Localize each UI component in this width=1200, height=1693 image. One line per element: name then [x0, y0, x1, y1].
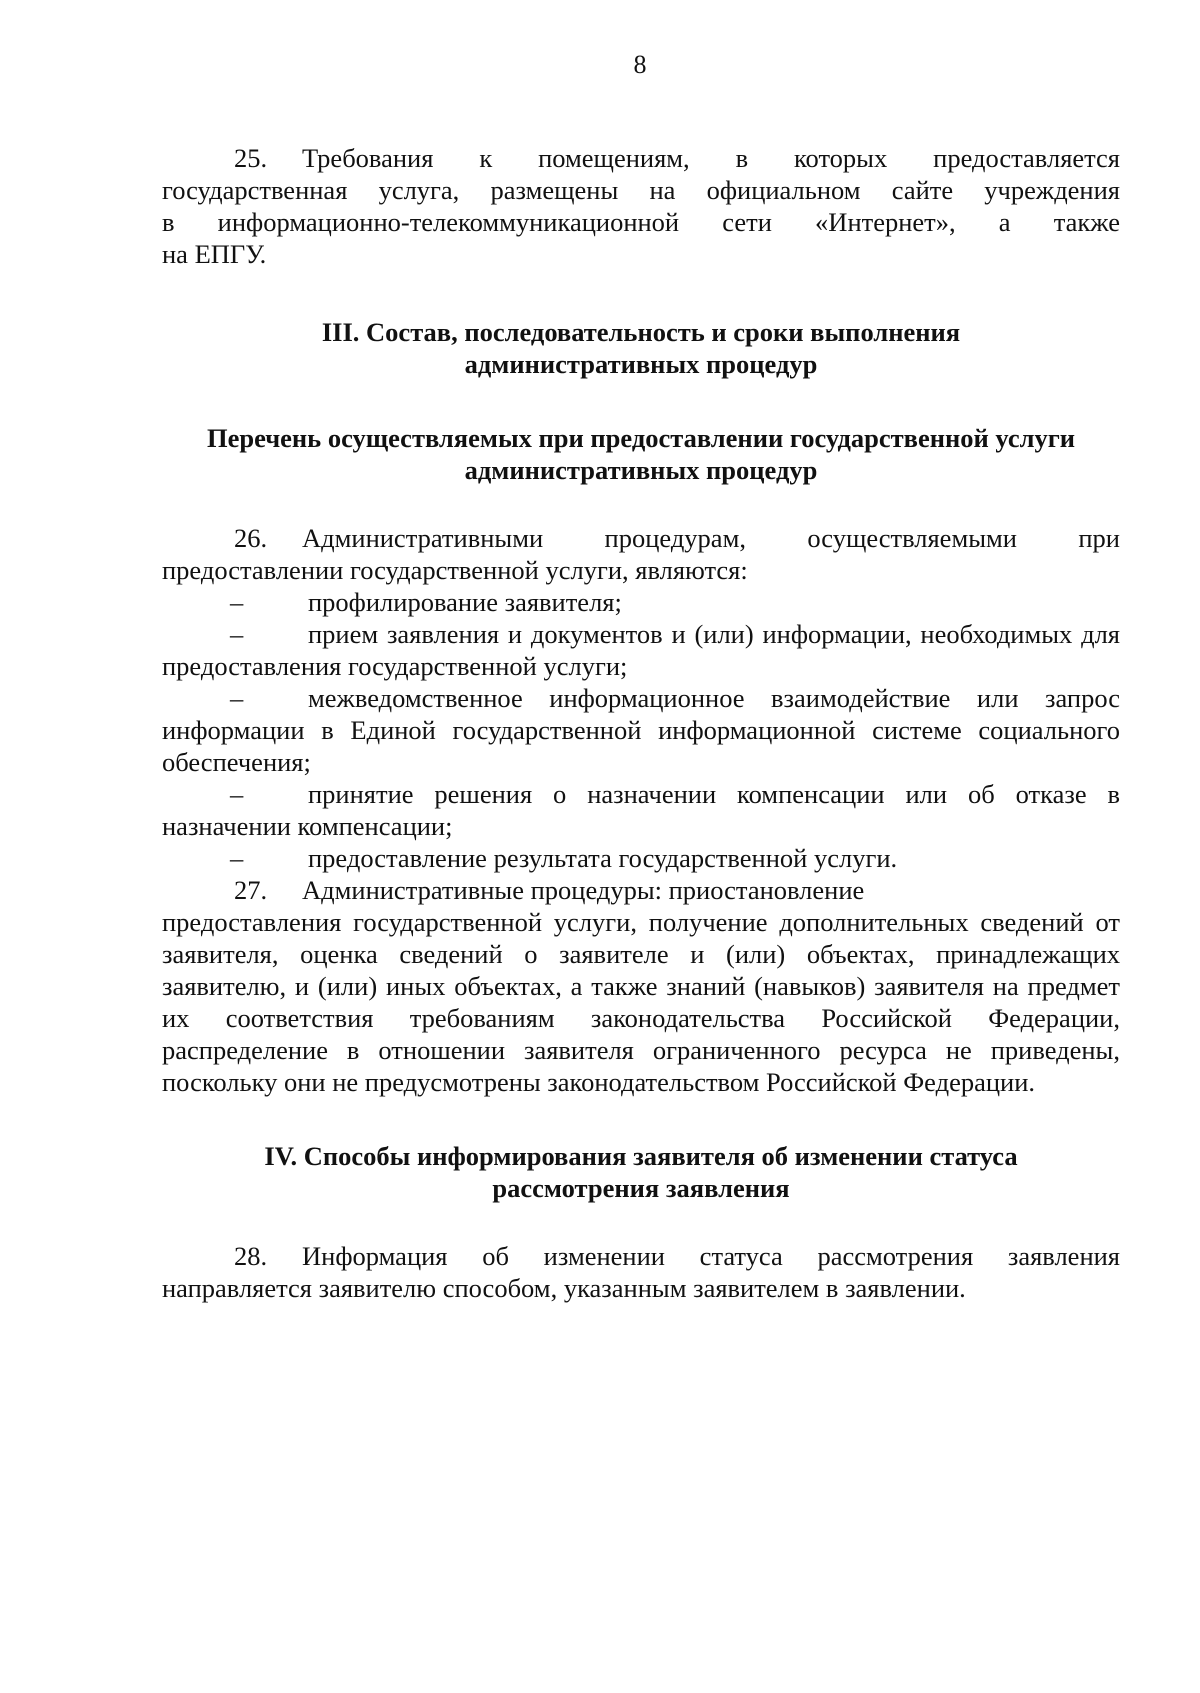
section-3-title-line-2: административных процедур: [464, 349, 818, 379]
list-item: [162, 778, 1120, 842]
section-3-title-line-1: III. Состав, последовательность и сроки выполнения: [321, 317, 961, 347]
paragraph-25-number: 25.: [234, 143, 268, 173]
paragraph-27: [162, 874, 1120, 1098]
paragraph-28-body: [162, 1240, 1120, 1304]
paragraph-27-text-1: Административные процедуры: приостановление: [302, 875, 865, 905]
page-number: 8: [633, 50, 647, 79]
list-dash: –: [230, 587, 244, 617]
paragraph-26-text-1: Административными процедурам, осуществляемыми при: [302, 523, 1120, 553]
paragraph-25-line-1: [162, 142, 1120, 174]
list-item: [162, 682, 1120, 778]
list-item: [162, 586, 1120, 618]
list-item-text: межведомственное информационное взаимодействие или запрос информации в Единой государственной информационной системе социального обеспечения;: [162, 683, 1120, 777]
list-item-text: прием заявления и документов и (или) информации, необходимых для предоставления государственной услуги;: [162, 619, 1120, 681]
paragraph-28-text: Информация об изменении статуса рассмотрения заявления направляется заявителю способом, указанным заявителем в заявлении.: [162, 1241, 1120, 1303]
list-item-text: предоставление результата государственной услуги.: [308, 843, 898, 873]
paragraph-28-number: 28.: [234, 1241, 268, 1271]
list-item-text: принятие решения о назначении компенсации или об отказе в назначении компенсации;: [162, 779, 1120, 841]
paragraph-26-number: 26.: [234, 523, 268, 553]
section-4-title-line-1: IV. Способы информирования заявителя об изменении статуса: [264, 1141, 1018, 1171]
paragraph-25-line-2: государственная услуга, размещены на официальном сайте учреждения: [162, 175, 1120, 205]
document-body: [162, 142, 1120, 1304]
subsection-title-line-1: Перечень осуществляемых при предоставлении государственной услуги: [206, 423, 1076, 453]
paragraph-26-line-2: предоставлении государственной услуги, являются:: [162, 555, 748, 585]
section-3-heading: [162, 316, 1120, 380]
section-4-heading: [162, 1140, 1120, 1204]
paragraph-26: [162, 522, 1120, 874]
list-dash: –: [230, 683, 244, 713]
subsection-title-line-2: административных процедур: [464, 455, 818, 485]
paragraph-27-number: 27.: [234, 875, 268, 905]
list-item: [162, 618, 1120, 682]
paragraph-25: [162, 142, 1120, 270]
list-dash: –: [230, 619, 244, 649]
paragraph-27-line-1: [162, 874, 1120, 906]
list-item-text: профилирование заявителя;: [308, 587, 622, 617]
list-dash: –: [230, 779, 244, 809]
paragraph-25-line-4: на ЕПГУ.: [162, 239, 267, 269]
paragraph-27-body: предоставления государственной услуги, получение дополнительных сведений от заявителя, оценка сведений о заявителе и (или) объектах, принадлежащих заявителю, и (или) иных объектах, а также знаний (навыков) заявителя на предмет их соответствия требованиям законодательства Российской Федерации, распределение в отношении заявителя ограниченного ресурса не приведены, поскольку они не предусмотрены законодательством Российской Федерации.: [162, 907, 1120, 1097]
paragraph-25-line-3: в информационно-телекоммуникационной сети «Интернет», а также: [162, 207, 1120, 237]
subsection-heading: [162, 422, 1120, 486]
paragraph-26-line-1: [162, 522, 1120, 554]
list-dash: –: [230, 843, 244, 873]
paragraph-28: [162, 1240, 1120, 1304]
list-item: [162, 842, 1120, 874]
section-4-title-line-2: рассмотрения заявления: [492, 1173, 790, 1203]
paragraph-25-text-1: Требования к помещениям, в которых предоставляется: [302, 143, 1120, 173]
